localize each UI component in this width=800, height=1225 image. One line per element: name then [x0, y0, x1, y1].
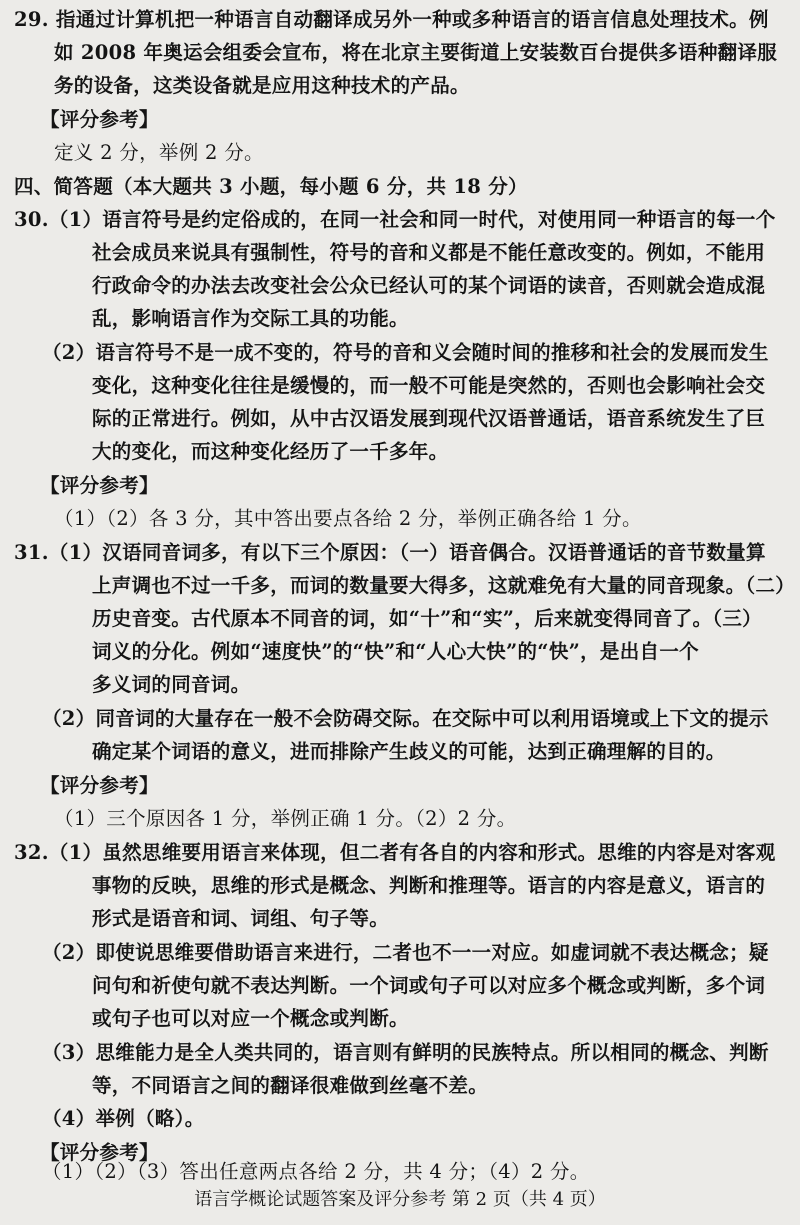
- q31-line: 历史音变。古代原本不同音的词，如“十”和“实”，后来就变得同音了。（三）: [92, 607, 762, 630]
- q29-line: 务的设备，这类设备就是应用这种技术的产品。: [54, 74, 470, 97]
- q30-line: 行政命令的办法去改变社会公众已经认可的某个词语的读音，否则就会造成混: [92, 274, 766, 297]
- q30-line: 际的正常进行。例如，从中古汉语发展到现代汉语普通话，语音系统发生了巨: [92, 407, 766, 430]
- q32-line: 等，不同语言之间的翻译很难做到丝毫不差。: [92, 1074, 489, 1097]
- q30-line: 变化，这种变化往往是缓慢的，而一般不可能是突然的，否则也会影响社会交: [92, 374, 766, 397]
- q31-line: 31.（1）汉语同音词多，有以下三个原因：（一）语音偶合。汉语普通话的音节数量算: [14, 541, 766, 564]
- q30-line: 30.（1）语言符号是约定俗成的，在同一社会和同一时代，对使用同一种语言的每一个: [14, 208, 776, 231]
- q32-scoring: （1）（2）（3）答出任意两点各给 2 分，共 4 分；（4）2 分。: [42, 1160, 590, 1183]
- q31-line: （2）同音词的大量存在一般不会防碍交际。在交际中可以利用语境或上下文的提示: [42, 707, 769, 730]
- q29-line: 如 2008 年奥运会组委会宣布，将在北京主要街道上安装数百台提供多语种翻译服: [54, 41, 778, 64]
- q32-scoring-title: 【评分参考】: [40, 1141, 159, 1164]
- q32-line: （3）思维能力是全人类共同的，语言则有鲜明的民族特点。所以相同的概念、判断: [42, 1041, 769, 1064]
- q32-line: 32.（1）虽然思维要用语言来体现，但二者有各自的内容和形式。思维的内容是对客观: [14, 841, 776, 864]
- q31-line: 上声调也不过一千多，而词的数量要大得多，这就难免有大量的同音现象。（二）: [92, 574, 796, 597]
- q30-line: 社会成员来说具有强制性，符号的音和义都是不能任意改变的。例如，不能用: [92, 241, 766, 264]
- section-heading: 四、简答题（本大题共 3 小题，每小题 6 分，共 18 分）: [14, 175, 528, 198]
- q30-scoring: （1）（2）各 3 分，其中答出要点各给 2 分，举例正确各给 1 分。: [54, 507, 642, 530]
- q30-line: 大的变化，而这种变化经历了一千多年。: [92, 440, 449, 463]
- q32-line: 事物的反映，思维的形式是概念、判断和推理等。语言的内容是意义，语言的: [92, 874, 766, 897]
- q32-line: 形式是语音和词、词组、句子等。: [92, 907, 390, 930]
- q29-scoring-title: 【评分参考】: [40, 108, 159, 131]
- page-footer: 语言学概论试题答案及评分参考 第 2 页（共 4 页）: [194, 1189, 606, 1210]
- q30-line: （2）语言符号不是一成不变的，符号的音和义会随时间的推移和社会的发展而发生: [42, 341, 769, 364]
- q31-scoring: （1）三个原因各 1 分，举例正确 1 分。（2）2 分。: [54, 807, 517, 830]
- q32-line: （2）即使说思维要借助语言来进行，二者也不一一对应。如虚词就不表达概念；疑: [42, 941, 769, 964]
- q32-line: 或句子也可以对应一个概念或判断。: [92, 1007, 409, 1030]
- q30-line: 乱，影响语言作为交际工具的功能。: [92, 307, 409, 330]
- q31-scoring-title: 【评分参考】: [40, 774, 159, 797]
- q29-line: 29. 指通过计算机把一种语言自动翻译成另外一种或多种语言的语言信息处理技术。例: [14, 8, 769, 31]
- q31-line: 词义的分化。例如“速度快”的“快”和“人心大快”的“快”，是出自一个: [92, 640, 699, 663]
- q29-scoring: 定义 2 分，举例 2 分。: [54, 141, 264, 164]
- q31-line: 确定某个词语的意义，进而排除产生歧义的可能，达到正确理解的目的。: [92, 740, 726, 763]
- q32-line: 问句和祈使句就不表达判断。一个词或句子可以对应多个概念或判断，多个词: [92, 974, 766, 997]
- q32-line: （4）举例（略）。: [42, 1107, 205, 1130]
- q31-line: 多义词的同音词。: [92, 673, 251, 696]
- q30-scoring-title: 【评分参考】: [40, 474, 159, 497]
